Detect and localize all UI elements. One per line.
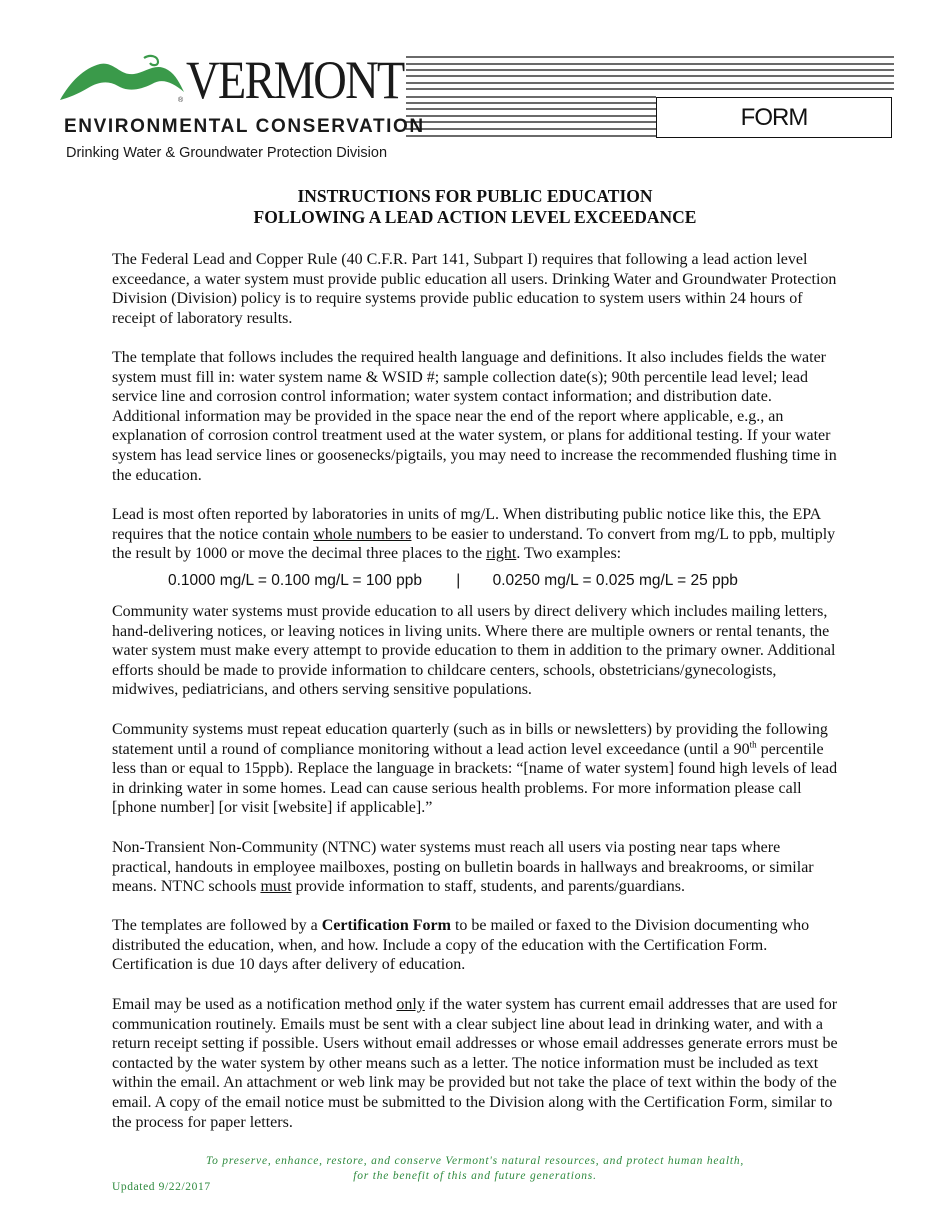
conversion-example-2: 0.0250 mg/L = 0.025 mg/L = 25 ppb <box>492 572 738 589</box>
text-span: The templates are followed by a <box>112 917 322 934</box>
text-span: Email may be used as a notification method <box>112 996 397 1013</box>
form-label: FORM <box>740 103 808 131</box>
paragraph-email-notification <box>112 995 842 1132</box>
logo-wordmark: VERMONT <box>186 50 404 110</box>
text-span: if the water system has current email addresses that are used for communication routinely. Emails must be sent with a clear subject line about lead in drinking water, and with a return receipt setting if possible. Users without email addresses or whose email addresses generate errors must be contacted by the water system by other means such as a letter. The notice information must be included as text within the email. An attachment or web link may be provided but not take the place of text within the body of the email. A copy of the email notice must be submitted to the Division along with the Certification Form, similar to the process for paper letters. <box>112 996 838 1131</box>
registered-mark: ® <box>178 97 184 104</box>
superscript: th <box>749 739 757 750</box>
paragraph-quarterly-repeat <box>112 720 842 818</box>
form-label-box <box>656 97 892 138</box>
text-span: . Two examples: <box>516 545 622 563</box>
conversion-example-1: 0.1000 mg/L = 0.100 mg/L = 100 ppb <box>168 572 422 589</box>
bold-text: Certification Form <box>321 917 451 934</box>
underlined-text: right <box>486 545 517 563</box>
underlined-text: must <box>260 878 292 896</box>
document-title-line2: FOLLOWING A LEAD ACTION LEVEL EXCEEDANCE <box>253 207 697 227</box>
underlined-text: whole numbers <box>313 525 412 543</box>
paragraph-units-conversion <box>112 505 842 564</box>
footer-motto-line1: To preserve, enhance, restore, and conserve Vermont's natural resources, and protect human health, <box>205 1155 745 1167</box>
paragraph-template-fields: The template that follows includes the required health language and definitions. It also includes fields the water system must fill in: water system name & WSID #; sample collection date(s); 90th percentile lead level; lead service line and corrosion control information; water system contact information; and distribution date. Additional information may be provided in the space near the end of the report where applicable, e.g., an explanation of corrosion control treatment used at the water system, or plans for additional testing. If your water system has lead service lines or goosenecks/pigtails, you may need to increase the recommended flushing time in the education. <box>112 349 837 484</box>
text-span: Community systems must repeat education quarterly (such as in bills or newsletters) by providing the following statement until a round of compliance monitoring without a lead action level exceedance (until a 90 <box>112 721 828 758</box>
division-name: Drinking Water & Groundwater Protection Division <box>66 145 388 161</box>
conversion-separator: | <box>456 572 461 589</box>
paragraph-ntnc-systems <box>112 838 842 897</box>
paragraph-lead-copper-rule: The Federal Lead and Copper Rule (40 C.F.R. Part 141, Subpart I) requires that following a lead action level exceedance, a water system must provide public education all users. Drinking Water and Groundwater Protection Division (Division) policy is to require systems provide public education to system users within 24 hours of receipt of laboratory results. <box>112 251 837 327</box>
text-span: percentile less than or equal to 15ppb). Replace the language in brackets: “[name of water system] found high levels of lead in drinking water in some homes. Lead can cause serious health problems. For more information please call [phone number] [or visit [website] if applicable].” <box>112 740 838 817</box>
footer-motto-line2: for the benefit of this and future generations. <box>353 1170 597 1182</box>
text-span: to be mailed or faxed to the Division documenting who distributed the education, when, and how. Include a copy of the education with the Certification Form. Certification is due 10 days after delivery of education. <box>112 917 810 974</box>
conversion-examples <box>168 572 868 590</box>
vermont-dec-logo <box>58 50 425 142</box>
text-span: Non-Transient Non-Community (NTNC) water systems must reach all users via posting near taps where practical, handouts in employee mailboxes, posting on bulletin boards in hallways and breakrooms, or similar means. NTNC schools <box>112 839 814 896</box>
paragraph-certification-form <box>112 916 842 975</box>
text-span: Lead is most often reported by laboratories in units of mg/L. When distributing public notice like this, the EPA requires that the notice contain <box>112 506 821 543</box>
text-span: to be easier to understand. To convert from mg/L to ppb, multiply the result by 1000 or move the decimal three places to the <box>112 525 836 563</box>
text-span: provide information to staff, students, and parents/guardians. <box>291 878 685 896</box>
mountain-logo-icon <box>58 52 188 112</box>
logo-subtitle: ENVIRONMENTAL CONSERVATION <box>64 116 425 137</box>
updated-date: Updated 9/22/2017 <box>112 1181 211 1193</box>
paragraph-community-delivery: Community water systems must provide education to all users by direct delivery which includes mailing letters, hand-delivering notices, or leaving notices in living units. Where there are multiple owners or rental tenants, the water system must make every attempt to provide education to them in addition to the primary owner. Additional efforts should be made to provide information to childcare centers, schools, obstetricians/gynecologists, midwives, pediatricians, and others serving sensitive populations. <box>112 603 836 699</box>
document-title-line1: INSTRUCTIONS FOR PUBLIC EDUCATION <box>297 186 653 206</box>
underlined-text: only <box>396 996 425 1013</box>
